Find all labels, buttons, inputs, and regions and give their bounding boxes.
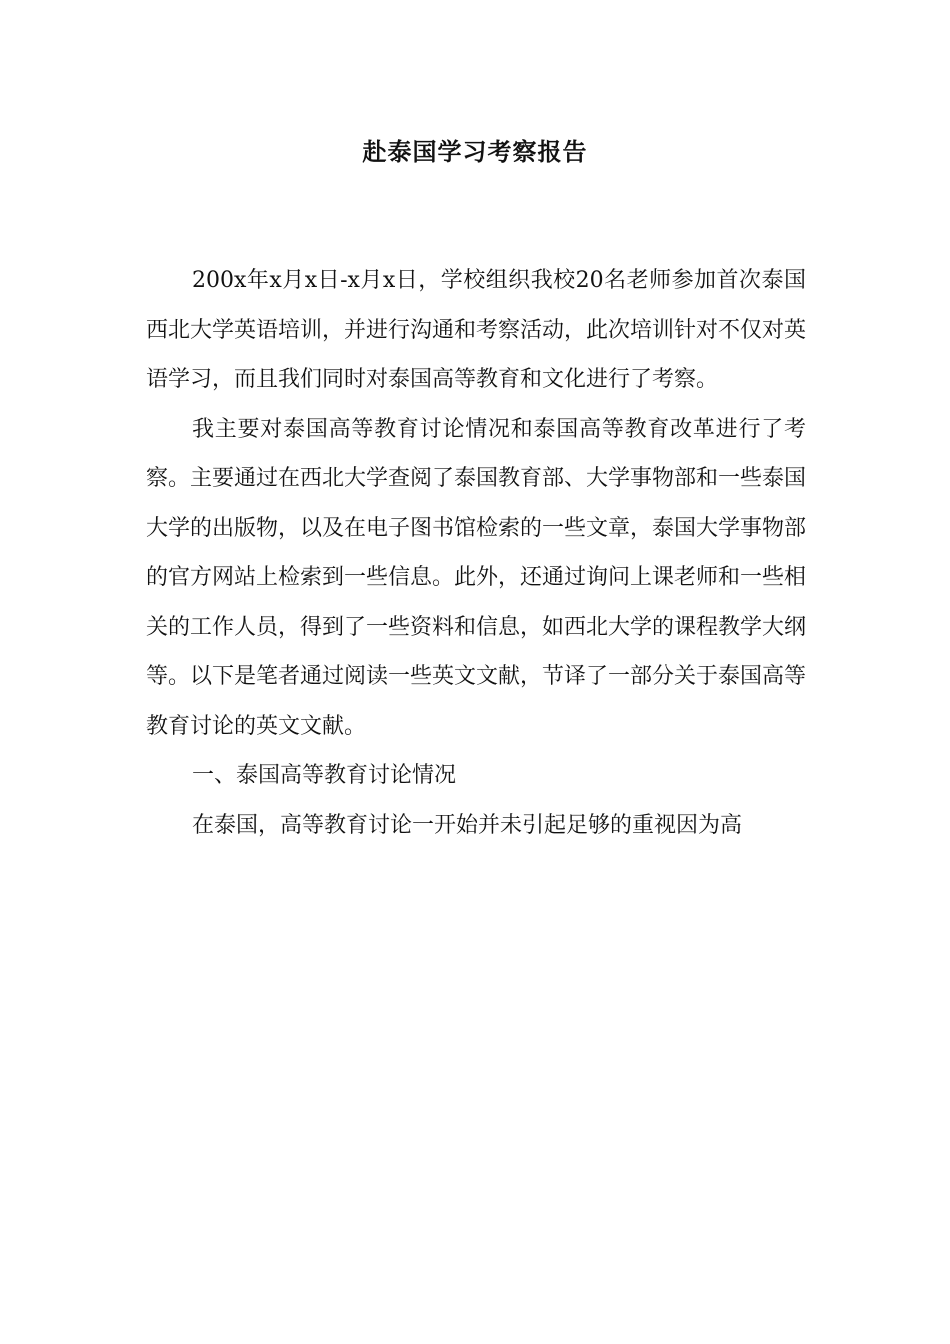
paragraph-intro: 200x年x月x日-x月x日，学校组织我校20名老师参加首次泰国西北大学英语培训，并进行沟通和考察活动，此次培训针对不仅对英语学习，而且我们同时对泰国高等教育和文化进行了考察。 xyxy=(146,268,807,392)
document-body xyxy=(146,256,806,850)
section-heading-1: 一、泰国高等教育讨论情况 xyxy=(192,763,457,788)
document-title: 赴泰国学习考察报告 xyxy=(362,137,588,166)
paragraph-research-method: 我主要对泰国高等教育讨论情况和泰国高等教育改革进行了考察。主要通过在西北大学查阅了泰国教育部、大学事物部和一些泰国大学的出版物，以及在电子图书馆检索的一些文章，泰国大学事物部的官方网站上检索到一些信息。此外，还通过询问上课老师和一些相关的工作人员，得到了一些资料和信息，如西北大学的课程教学大纲等。以下是笔者通过阅读一些英文文献，节译了一部分关于泰国高等教育讨论的英文文献。 xyxy=(146,416,807,739)
paragraph-section-1-start: 在泰国，高等教育讨论一开始并未引起足够的重视因为高 xyxy=(192,812,743,838)
